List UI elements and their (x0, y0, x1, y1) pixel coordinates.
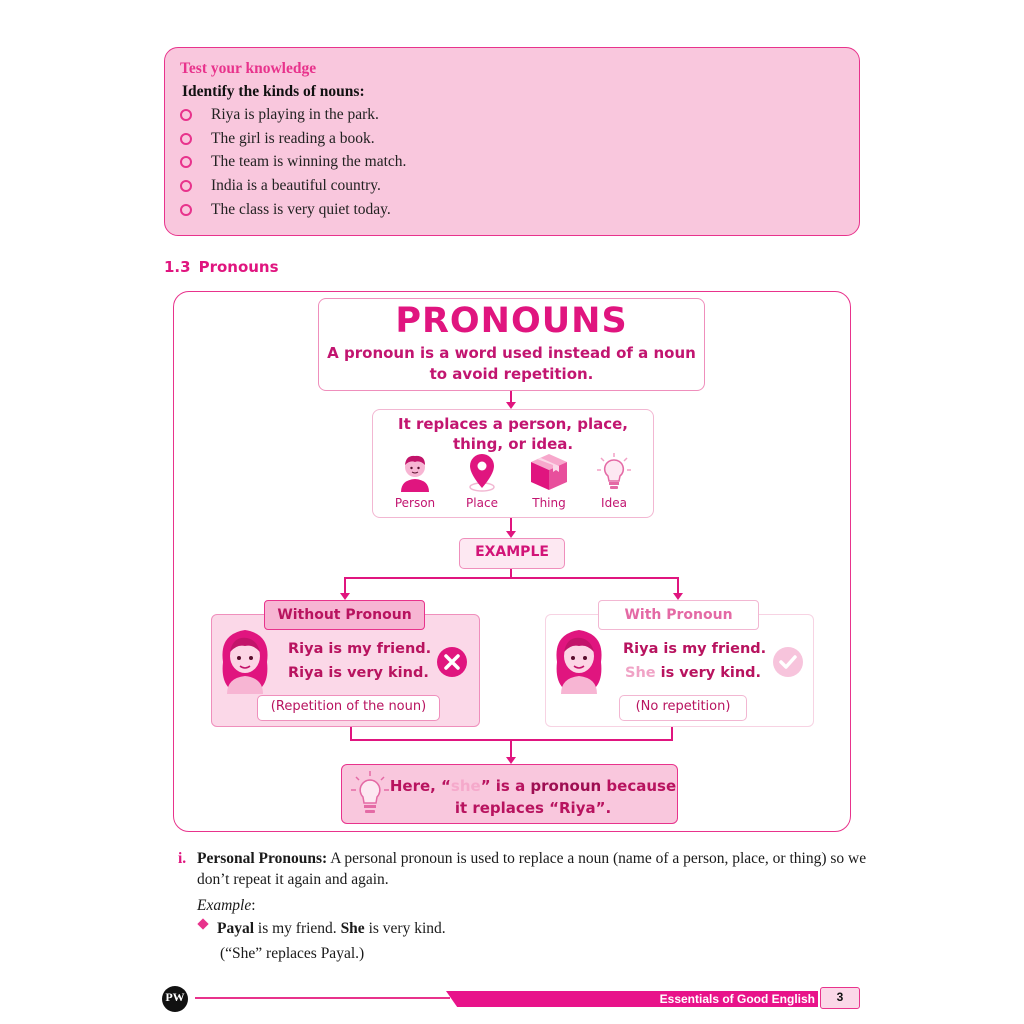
with-line-1: Riya is my friend. (623, 641, 767, 657)
list-item: India is a beautiful country. (180, 177, 381, 195)
example-label: EXAMPLE (475, 544, 549, 560)
girl-avatar-icon (551, 622, 607, 694)
conclusion-text: Here, “she” is a pronoun because it replaces “Riya”. (389, 777, 677, 817)
without-note: (Repetition of the noun) (270, 699, 427, 714)
girl-avatar-icon (217, 622, 273, 694)
page-number: 3 (836, 990, 844, 1004)
category-place: Place (450, 452, 514, 510)
category-thing: Thing (517, 452, 581, 510)
cross-icon (436, 646, 468, 678)
example-note: (“She” replaces Payal.) (220, 945, 365, 962)
lightbulb-icon (350, 770, 390, 818)
infographic-title: PRONOUNS (395, 301, 628, 341)
lightbulb-icon (582, 452, 646, 492)
without-line-1: Riya is my friend. (288, 641, 432, 657)
section-title: Pronouns (198, 258, 279, 276)
personal-pronouns-paragraph: Personal Pronouns: A personal pronoun is used to replace a noun (name of a person, place, or thing) so we don’t repeat it again and again. (197, 850, 867, 888)
category-person: Person (383, 452, 447, 510)
publisher-logo-text: PW (165, 990, 185, 1004)
footer-rule (195, 997, 450, 999)
without-pronoun-label: Without Pronoun (277, 607, 412, 623)
box-icon (517, 452, 581, 492)
example-heading: Example: (197, 897, 256, 914)
section-number: 1.3 (164, 258, 191, 276)
replaces-text: It replaces a person, place, thing, or idea. (397, 415, 628, 453)
definition-text: A pronoun is a word used instead of a noun to avoid repetition. (327, 344, 696, 383)
list-item: The team is winning the match. (180, 153, 406, 171)
list-numeral: i. (178, 850, 187, 867)
with-line-2: She is very kind. (625, 665, 762, 681)
list-item: The class is very quiet today. (180, 201, 391, 219)
with-pronoun-label: With Pronoun (624, 607, 733, 623)
without-line-2: Riya is very kind. (288, 665, 429, 681)
knowledge-subtitle: Identify the kinds of nouns: (182, 83, 365, 100)
category-idea: Idea (582, 452, 646, 510)
person-icon (383, 452, 447, 492)
location-pin-icon (450, 452, 514, 492)
with-note: (No repetition) (635, 699, 731, 714)
list-item: Riya is playing in the park. (180, 106, 379, 124)
list-item: The girl is reading a book. (180, 130, 375, 148)
knowledge-title: Test your knowledge (180, 60, 317, 77)
book-title: Essentials of Good English (659, 992, 815, 1006)
check-icon (772, 646, 804, 678)
example-sentence: Payal is my friend. She is very kind. (217, 920, 446, 937)
